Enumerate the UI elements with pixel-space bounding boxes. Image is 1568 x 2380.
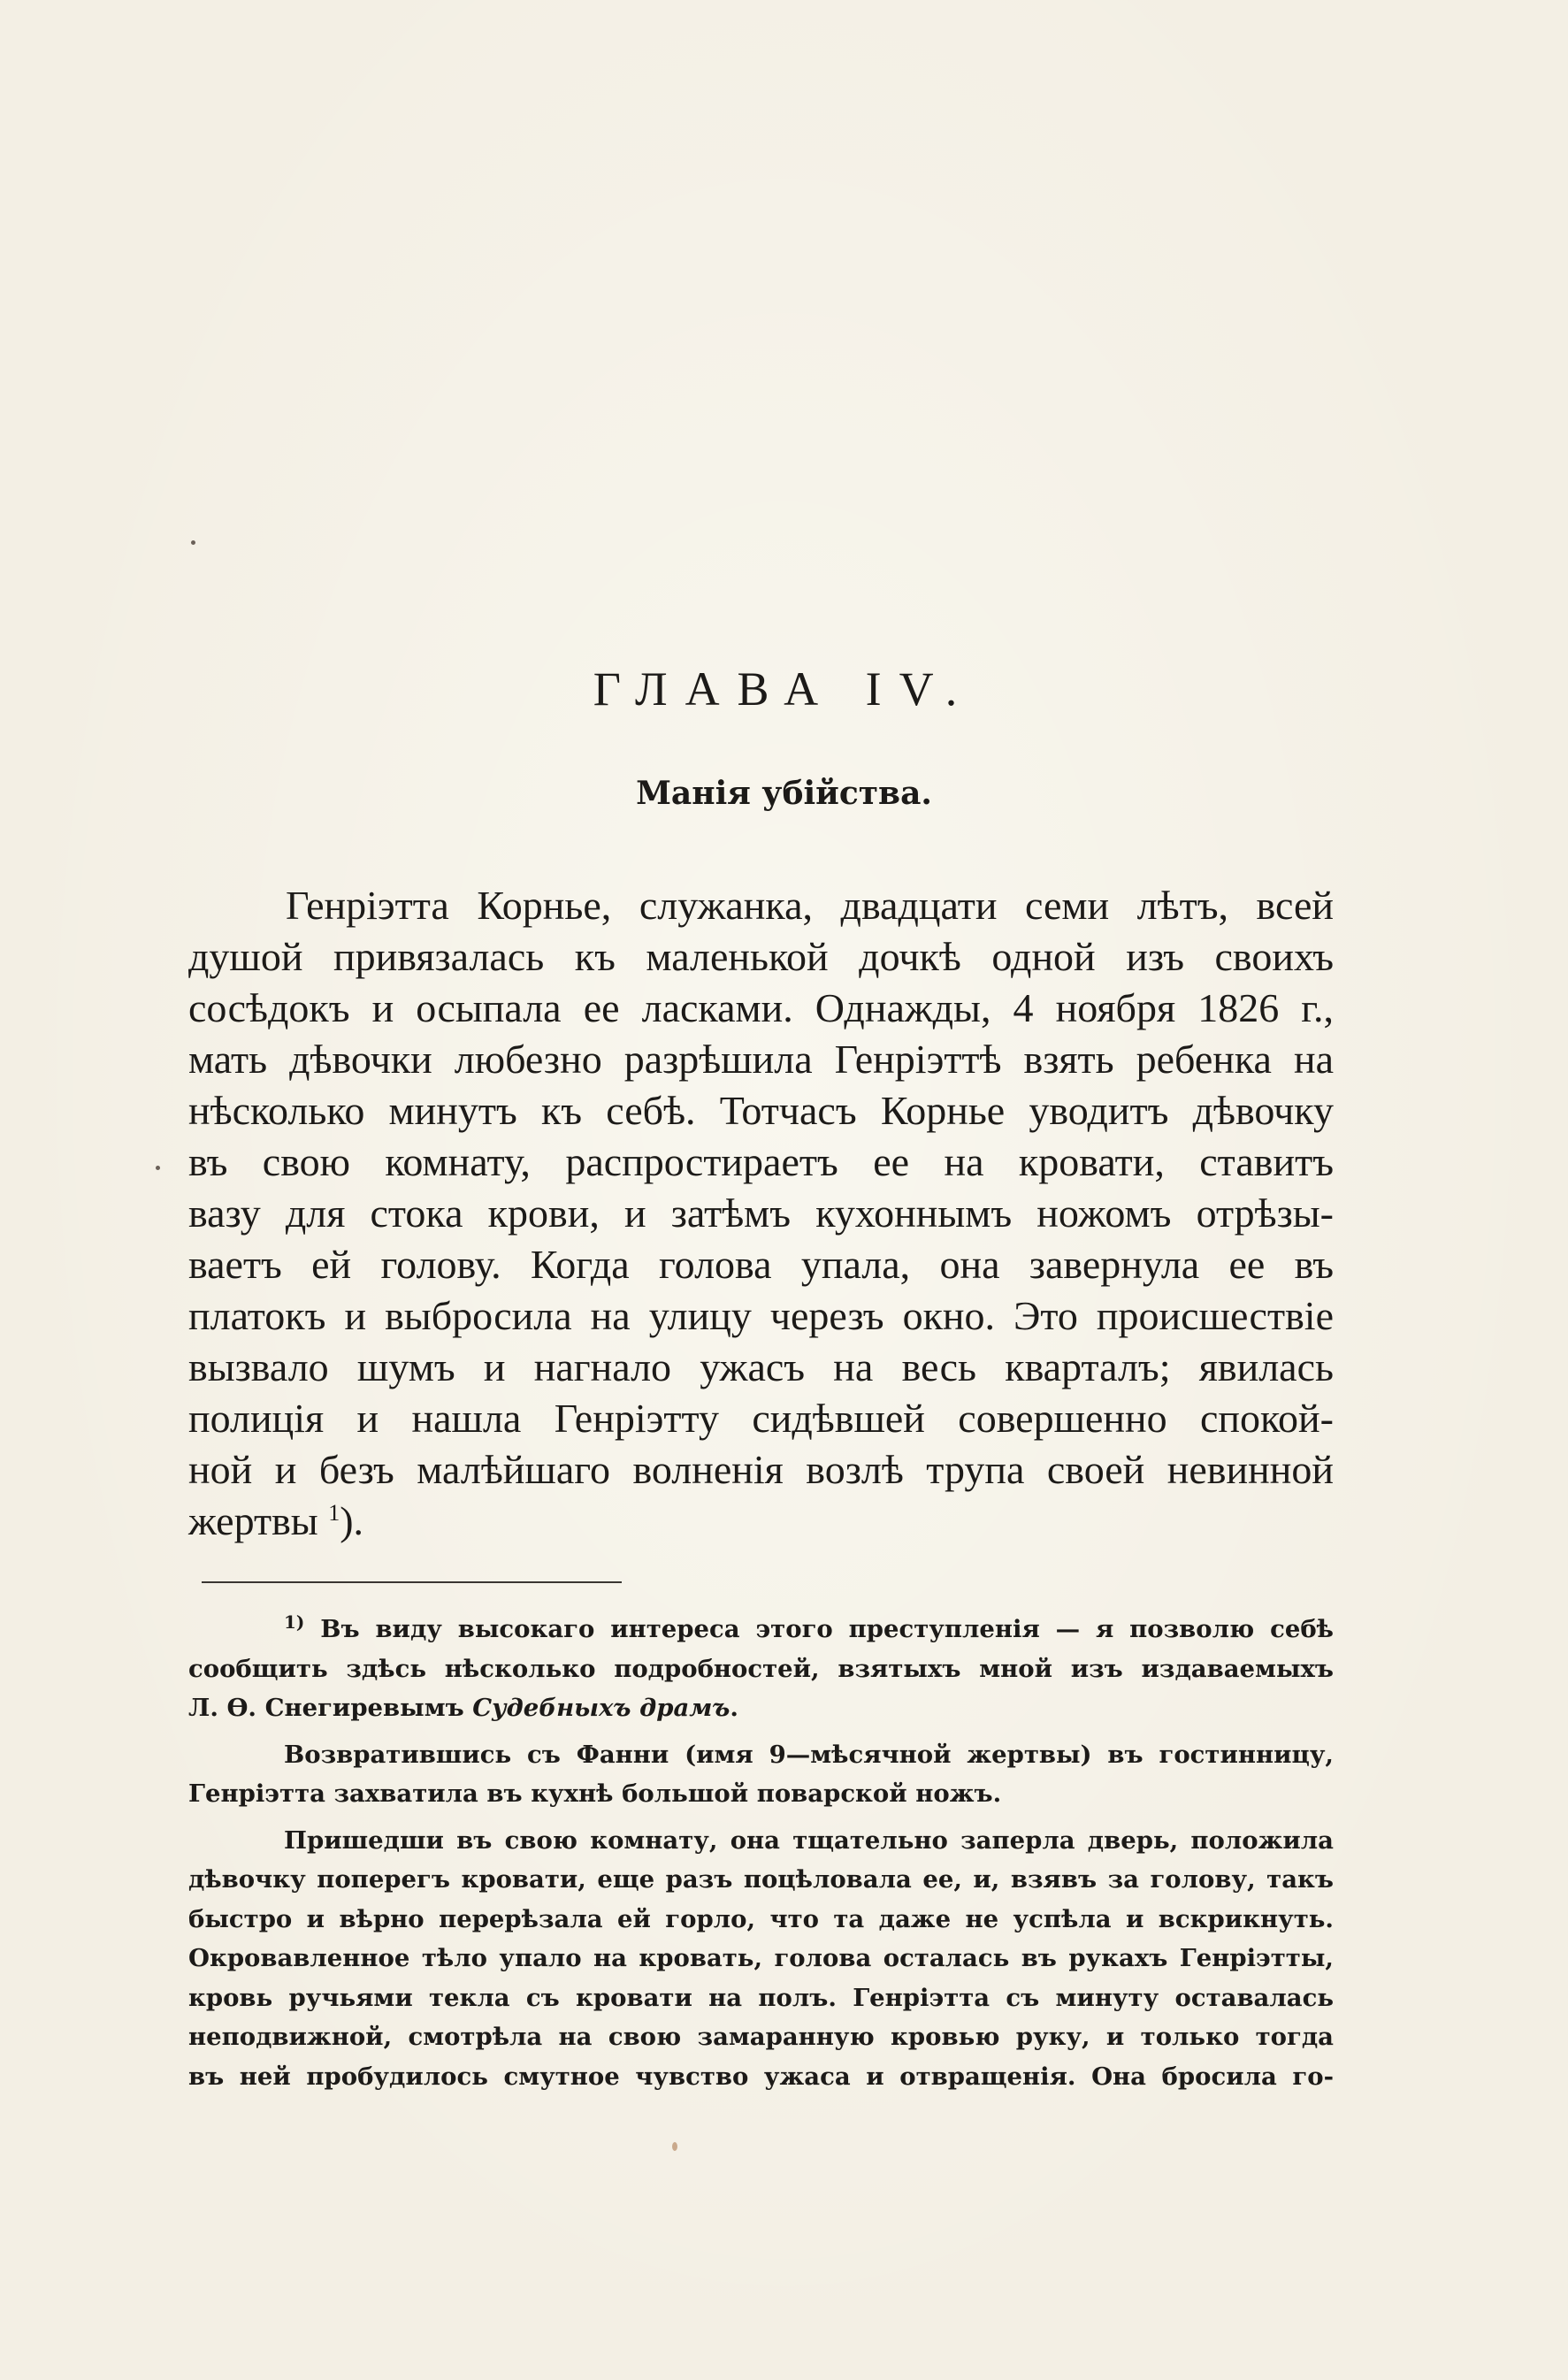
footnote-line: Окровавленное тѣло упало на кровать, голова осталась въ рукахъ Генріэтты, [188,1944,1334,1972]
paper-speck [156,1166,160,1170]
chapter-title: ГЛАВА IV. [593,662,975,716]
text-line: мать дѣвочки любезно разрѣшила Генріэттѣ взять ребенка на [188,1037,1334,1082]
text-line: сосѣдокъ и осыпала ее ласками. Однажды, 4 ноября 1826 г., [188,985,1334,1030]
book-title-italic: Судебныхъ драмъ [472,1694,730,1722]
footnote-line [188,1610,1334,1649]
text-fragment: жертвы [188,1498,318,1543]
text-line: Генріэтта Корнье, служанка, двадцати семи лѣтъ, всей [286,883,1334,928]
footnote-marker: 1) [284,1611,305,1633]
text-fragment: Л. Ѳ. Снегиревымъ [188,1694,473,1722]
text-line: ной и безъ малѣйшаго волненія возлѣ трупа своей невинной [188,1447,1334,1492]
text-fragment: Въ виду высокаго интереса этого преступленія — я позволю себѣ [304,1615,1334,1643]
text-line: нѣсколько минутъ къ себѣ. Тотчасъ Корнье уводитъ дѣвочку [188,1088,1334,1133]
text-line: въ свою комнату, распростираетъ ее на кровати, ставитъ [188,1139,1334,1184]
footnote-line [188,1688,1334,1728]
text-line: душой привязалась къ маленькой дочкѣ одной изъ своихъ [188,934,1334,979]
chapter-subtitle: Манія убійства. [636,775,932,812]
footnote-line: быстро и вѣрно перерѣзала ей горло, что та даже не успѣла и вскрикнуть. [188,1904,1334,1933]
footnote-line: дѣвочку поперегъ кровати, еще разъ поцѣловала ее, и, взявъ за голову, такъ [188,1865,1334,1894]
text-line: полиція и нашла Генріэтту сидѣвшей совершенно спокой- [188,1396,1334,1441]
footnote-line: Генріэтта захватила въ кухнѣ большой поварской ножъ. [188,1779,1002,1808]
footnote-divider [202,1581,622,1583]
footnote-reference[interactable]: 1 [328,1500,340,1526]
text-line: вызвало шумъ и нагнало ужасъ на весь кварталъ; явилась [188,1344,1334,1389]
paper-speck [191,540,195,545]
text-line: ваетъ ей голову. Когда голова упала, она завернула ее въ [188,1242,1334,1287]
footnote-line: сообщить здѣсь нѣсколько подробностей, взятыхъ мной изъ издаваемыхъ [188,1654,1334,1683]
footnote-line: въ ней пробудилось смутное чувство ужаса и отвращенія. Она бросила го- [188,2062,1334,2091]
text-line-last [188,1496,1334,1547]
text-line: вазу для стока крови, и затѣмъ кухоннымъ ножомъ отрѣзы- [188,1190,1334,1236]
footnote-line: Пришедши въ свою комнату, она тщательно заперла дверь, положила [284,1825,1334,1855]
footnote-line: кровь ручьями текла съ кровати на полъ. Генріэтта съ минуту оставалась [188,1983,1334,2012]
text-line: платокъ и выбросила на улицу черезъ окно. Это происшествіе [188,1293,1334,1338]
footnote-line: неподвижной, смотрѣла на свою замаранную кровью руку, и только тогда [188,2023,1334,2051]
text-fragment: ). [340,1498,364,1543]
footnotes-block [188,1610,1334,2096]
footnote-line: Возвратившись съ Фанни (имя 9—мѣсячной жертвы) въ гостинницу, [284,1740,1334,1769]
main-paragraph [188,880,1334,1547]
text-fragment: . [730,1694,738,1722]
paper-stain [672,2142,677,2151]
